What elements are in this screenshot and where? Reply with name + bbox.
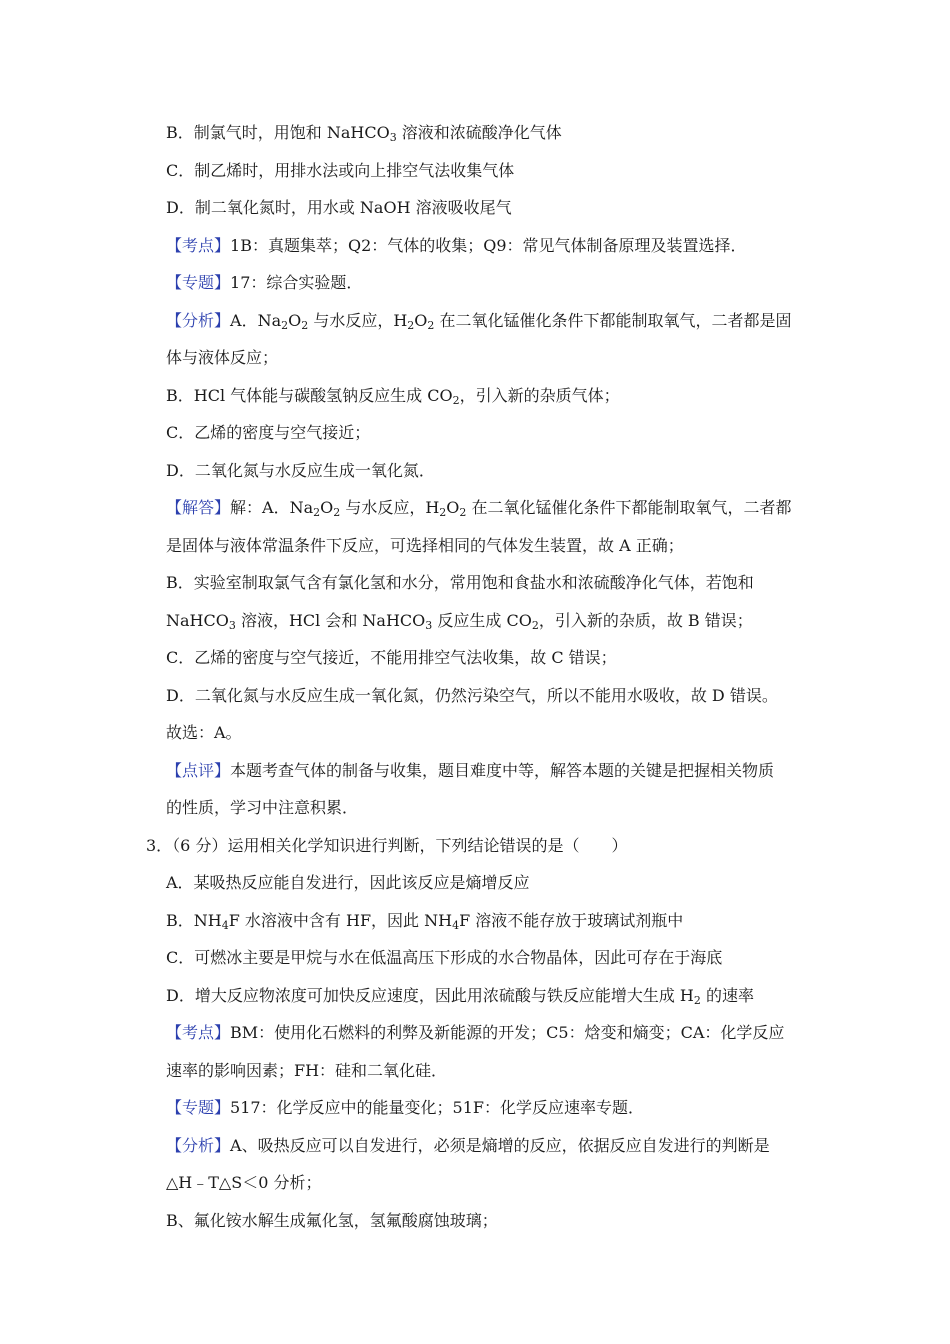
text-line xyxy=(166,985,754,1007)
text-line xyxy=(166,1022,784,1044)
subscript: 2 xyxy=(313,506,321,519)
text-line xyxy=(166,122,562,144)
text-run: O xyxy=(446,498,460,517)
text-line xyxy=(166,497,792,519)
subscript: 2 xyxy=(301,319,309,332)
text-run: B．HCl 气体能与碳酸氢钠反应生成 CO xyxy=(166,386,453,405)
subscript: 2 xyxy=(459,506,467,519)
text-run: D．增大反应物浓度可加快反应速度，因此用浓硫酸与铁反应能增大生成 H xyxy=(166,986,694,1005)
text-line xyxy=(166,647,617,669)
text-line xyxy=(166,722,242,744)
text-run: 反应生成 CO xyxy=(432,611,532,630)
text-run: 的性质，学习中注意积累． xyxy=(166,798,359,817)
text-line xyxy=(166,197,512,219)
question-line xyxy=(146,835,627,857)
text-run: A．Na xyxy=(230,311,282,330)
section-tag: 【解答】 xyxy=(166,498,231,517)
subscript: 2 xyxy=(407,319,415,332)
text-line xyxy=(166,910,683,932)
text-run: A．某吸热反应能自发进行，因此该反应是熵增反应 xyxy=(166,873,530,892)
text-run: O xyxy=(288,311,302,330)
text-run: B．NH xyxy=(166,911,222,930)
subscript: 3 xyxy=(425,619,433,632)
text-run: ，引入新的杂质，故 B 错误； xyxy=(538,611,753,630)
text-line xyxy=(166,460,435,482)
text-run: 是固体与液体常温条件下反应，可选择相同的气体发生装置，故 A 正确； xyxy=(166,536,684,555)
text-line xyxy=(166,947,722,969)
text-line xyxy=(166,310,792,332)
subscript: 2 xyxy=(281,319,289,332)
subscript: 2 xyxy=(693,994,701,1007)
subscript: 4 xyxy=(221,919,229,932)
section-tag: 【考点】 xyxy=(166,1023,231,1042)
text-run: B．实验室制取氯气含有氯化氢和水分，常用饱和食盐水和浓硫酸净化气体，若饱和 xyxy=(166,573,754,592)
text-line xyxy=(166,1172,321,1194)
text-line xyxy=(166,160,514,182)
text-run: D．二氧化氮与水反应生成一氧化氮． xyxy=(166,461,435,480)
subscript: 3 xyxy=(389,131,397,144)
section-tag: 【专题】 xyxy=(166,1098,231,1117)
text-run: 溶液，HCl 会和 NaHCO xyxy=(235,611,426,630)
text-line xyxy=(166,1097,644,1119)
text-run: F 水溶液中含有 HF，因此 NH xyxy=(228,911,453,930)
text-run: △H﹣T△S＜0 分析； xyxy=(166,1173,322,1192)
subscript: 2 xyxy=(452,394,460,407)
text-run: B、氟化铵水解生成氟化氢，氢氟酸腐蚀玻璃； xyxy=(166,1211,498,1230)
text-line xyxy=(166,1210,498,1232)
text-run: 的速率 xyxy=(700,986,754,1005)
section-tag: 【分析】 xyxy=(166,311,231,330)
text-run: ，引入新的杂质气体； xyxy=(459,386,620,405)
subscript: 2 xyxy=(427,319,435,332)
text-line xyxy=(166,572,754,594)
section-tag: 【考点】 xyxy=(166,236,231,255)
text-line xyxy=(166,797,358,819)
text-line xyxy=(166,872,530,894)
subscript: 2 xyxy=(531,619,539,632)
text-run: O xyxy=(414,311,428,330)
section-tag: 【点评】 xyxy=(166,761,231,780)
text-line xyxy=(166,272,362,294)
text-run: NaHCO xyxy=(166,611,229,630)
text-line xyxy=(166,385,620,407)
text-run: 故选：A。 xyxy=(166,723,242,742)
text-line xyxy=(166,235,747,257)
text-run: 1B：真题集萃；Q2：气体的收集；Q9：常见气体制备原理及装置选择． xyxy=(230,236,747,255)
text-run: BM：使用化石燃料的利弊及新能源的开发；C5：焓变和熵变；CA：化学反应 xyxy=(230,1023,785,1042)
text-run: F 溶液不能存放于玻璃试剂瓶中 xyxy=(459,911,684,930)
text-line xyxy=(166,760,774,782)
section-tag: 【专题】 xyxy=(166,273,231,292)
text-line xyxy=(166,535,684,557)
text-run: O xyxy=(320,498,334,517)
text-line xyxy=(166,347,278,369)
text-line xyxy=(166,1135,770,1157)
text-run: 溶液和浓硫酸净化气体 xyxy=(396,123,562,142)
text-run: 在二氧化锰催化条件下都能制取氧气，二者都是固 xyxy=(434,311,792,330)
text-line xyxy=(166,685,778,707)
text-run: 解：A．Na xyxy=(230,498,314,517)
text-run: 17：综合实验题． xyxy=(230,273,363,292)
text-run: 517：化学反应中的能量变化；51F：化学反应速率专题． xyxy=(230,1098,645,1117)
section-tag: 【分析】 xyxy=(166,1136,231,1155)
text-run: 本题考查气体的制备与收集，题目难度中等，解答本题的关键是把握相关物质 xyxy=(230,761,775,780)
subscript: 2 xyxy=(439,506,447,519)
text-line xyxy=(166,610,753,632)
subscript: 4 xyxy=(452,919,460,932)
text-run: 速率的影响因素；FH：硅和二氧化硅． xyxy=(166,1061,448,1080)
text-line xyxy=(166,422,370,444)
text-run: C．乙烯的密度与空气接近，不能用排空气法收集，故 C 错误； xyxy=(166,648,617,667)
text-run: B．制氯气时，用饱和 NaHCO xyxy=(166,123,390,142)
text-run: D．二氧化氮与水反应生成一氧化氮，仍然污染空气，所以不能用水吸收，故 D 错误。 xyxy=(166,686,778,705)
text-run: A、吸热反应可以自发进行，必须是熵增的反应，依据反应自发进行的判断是 xyxy=(230,1136,770,1155)
text-run: C．制乙烯时，用排水法或向上排空气法收集气体 xyxy=(166,161,515,180)
text-run: 与水反应，H xyxy=(308,311,408,330)
text-run: 与水反应，H xyxy=(340,498,440,517)
subscript: 2 xyxy=(333,506,341,519)
subscript: 3 xyxy=(228,619,236,632)
text-line xyxy=(166,1060,447,1082)
text-run: 3．（6 分）运用相关化学知识进行判断，下列结论错误的是（ ） xyxy=(146,836,628,855)
text-run: 体与液体反应； xyxy=(166,348,279,367)
text-run: 在二氧化锰催化条件下都能制取氧气，二者都 xyxy=(466,498,792,517)
text-run: D．制二氧化氮时，用水或 NaOH 溶液吸收尾气 xyxy=(166,198,512,217)
text-run: C．乙烯的密度与空气接近； xyxy=(166,423,371,442)
text-run: C．可燃冰主要是甲烷与水在低温高压下形成的水合物晶体，因此可存在于海底 xyxy=(166,948,723,967)
